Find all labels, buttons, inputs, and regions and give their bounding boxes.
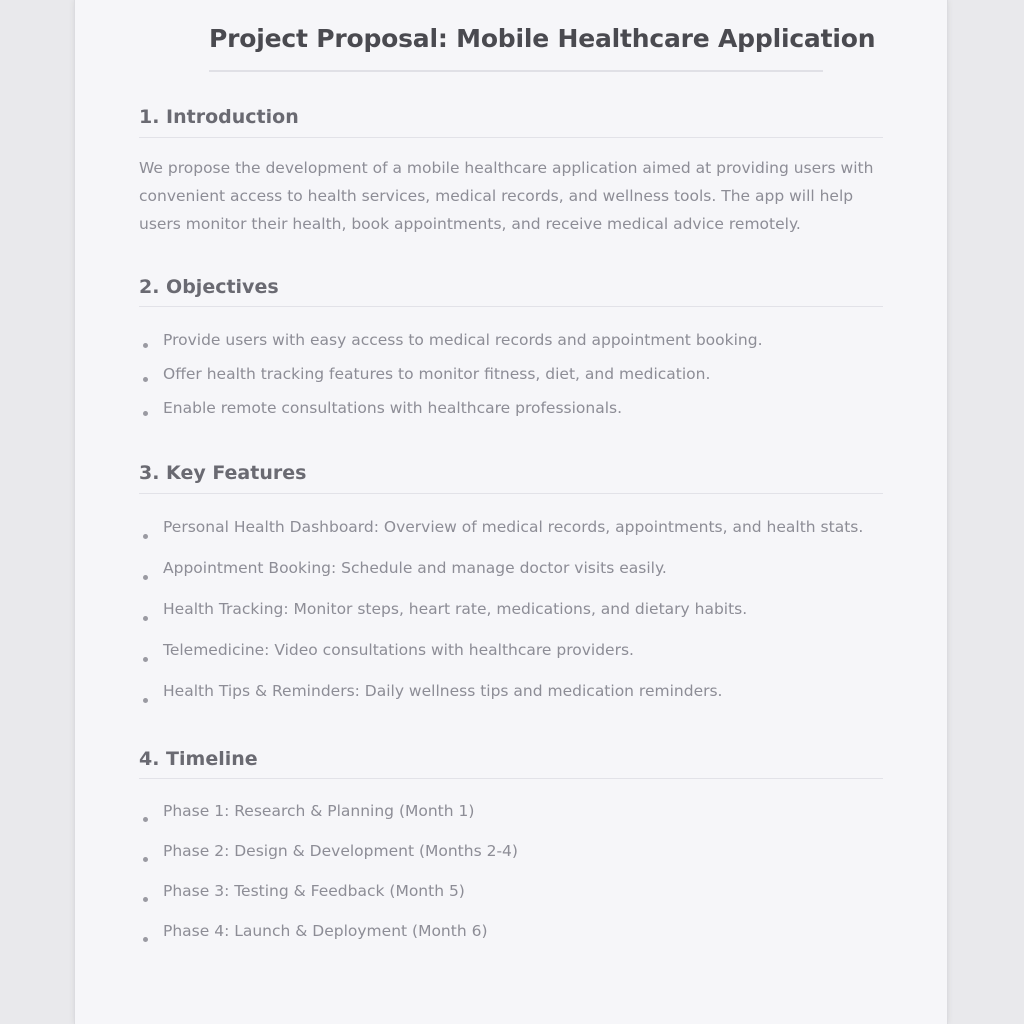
bullet-icon xyxy=(143,575,148,580)
list-item-text: Phase 2: Design & Development (Months 2-4) xyxy=(163,842,518,860)
list-item xyxy=(139,839,518,879)
list-item xyxy=(139,638,863,679)
objectives-divider xyxy=(139,306,883,307)
list-item-text: Health Tracking: Monitor steps, heart rate, medications, and dietary habits. xyxy=(163,600,748,618)
introduction-paragraph: We propose the development of a mobile healthcare application aimed at providing users with convenient access to health services, medical records, and wellness tools. The app will help users monitor their health, book appointments, and receive medical advice remotely. xyxy=(139,159,874,233)
list-item xyxy=(139,556,863,597)
list-item xyxy=(139,597,863,638)
list-item xyxy=(139,515,863,556)
bullet-icon xyxy=(143,698,148,703)
introduction-divider xyxy=(139,137,883,138)
bullet-icon xyxy=(143,897,148,902)
list-item xyxy=(139,396,763,430)
list-item-text: Personal Health Dashboard: Overview of medical records, appointments, and health stats. xyxy=(163,518,864,536)
objectives-heading: 2. Objectives xyxy=(139,276,279,298)
list-item-text: Appointment Booking: Schedule and manage doctor visits easily. xyxy=(163,559,667,577)
list-item-text: Telemedicine: Video consultations with healthcare providers. xyxy=(163,641,634,659)
list-item-text: Phase 1: Research & Planning (Month 1) xyxy=(163,802,475,820)
bullet-icon xyxy=(143,411,148,416)
introduction-heading: 1. Introduction xyxy=(139,106,299,128)
list-item xyxy=(139,879,518,919)
list-item-text: Offer health tracking features to monitor fitness, diet, and medication. xyxy=(163,365,711,383)
features-divider xyxy=(139,493,883,494)
list-item xyxy=(139,362,763,396)
document-page xyxy=(74,0,948,1024)
bullet-icon xyxy=(143,657,148,662)
list-item-text: Phase 4: Launch & Deployment (Month 6) xyxy=(163,922,488,940)
bullet-icon xyxy=(143,534,148,539)
bullet-icon xyxy=(143,343,148,348)
bullet-icon xyxy=(143,817,148,822)
title-divider xyxy=(209,70,823,72)
features-list xyxy=(139,515,863,720)
list-item-text: Provide users with easy access to medical records and appointment booking. xyxy=(163,331,763,349)
bullet-icon xyxy=(143,937,148,942)
list-item xyxy=(139,799,518,839)
timeline-divider xyxy=(139,778,883,779)
list-item-text: Health Tips & Reminders: Daily wellness tips and medication reminders. xyxy=(163,682,723,700)
list-item xyxy=(139,919,518,959)
list-item-text: Enable remote consultations with healthcare professionals. xyxy=(163,399,623,417)
objectives-list xyxy=(139,328,763,430)
bullet-icon xyxy=(143,616,148,621)
bullet-icon xyxy=(143,857,148,862)
list-item xyxy=(139,328,763,362)
document-title: Project Proposal: Mobile Healthcare Application xyxy=(209,24,876,53)
timeline-list xyxy=(139,799,518,959)
features-heading: 3. Key Features xyxy=(139,462,307,484)
list-item-text: Phase 3: Testing & Feedback (Month 5) xyxy=(163,882,465,900)
timeline-heading: 4. Timeline xyxy=(139,748,258,770)
list-item xyxy=(139,679,863,720)
bullet-icon xyxy=(143,377,148,382)
